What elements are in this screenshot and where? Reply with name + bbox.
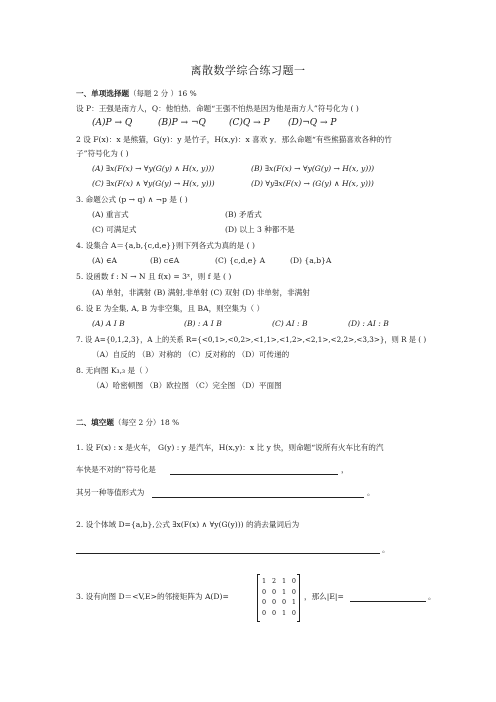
fill-1-line-2: 车快是不对的”符号化是 <box>76 465 156 474</box>
question-3-text: 3. 命题公式 (p → q) ∧ ¬p 是 ( ) <box>76 195 188 204</box>
fill-1-blank-1[interactable] <box>170 474 338 475</box>
fill-3-mid: ，那么|E|= <box>304 592 344 601</box>
matrix-row <box>262 588 296 596</box>
matrix-cell: 1 <box>291 598 296 606</box>
question-4-text: 4. 设集合 A＝{a,b,{c,d,e}}则下列各式为真的是 ( ) <box>76 241 256 250</box>
matrix-right-bracket <box>297 574 300 622</box>
question-1-option-d: (D)¬Q → P <box>288 118 337 128</box>
matrix-cell: 0 <box>271 608 277 617</box>
matrix-cell: 0 <box>291 587 296 596</box>
matrix-cell: 1 <box>281 587 287 596</box>
question-1-option-a: (A)P → Q <box>92 118 133 128</box>
page-title: 离散数学综合练习题一 <box>190 64 306 77</box>
matrix-row <box>262 609 296 617</box>
fill-2-blank[interactable] <box>76 553 380 554</box>
section-heading-fill <box>76 418 179 428</box>
question-2-line-1: 2 设 F(x)：x 是熊猫，G(y)：y 是竹子，H(x,y)：x 喜欢 y．那么命题“有些熊猫喜欢各种的竹 <box>76 135 392 144</box>
question-4-option-c: (C) {c,d,e} A <box>215 256 266 265</box>
question-1-text: 设 P：王强是南方人，Q：他怕热．命题“王强不怕热是因为他是南方人”符号化为 ( ) <box>76 104 359 113</box>
question-3-option-c: (C) 可满足式 <box>92 225 137 234</box>
matrix-cell: 1 <box>281 608 287 617</box>
question-1-option-c: (C)Q → P <box>229 118 270 128</box>
question-5-options: (A) 单射，非满射 (B) 满射,非单射 (C) 双射 (D) 非单射，非满射 <box>92 288 310 297</box>
matrix-cell: 0 <box>262 608 267 617</box>
adjacency-matrix <box>257 574 300 620</box>
question-6-option-a: (A) A I B <box>92 319 125 328</box>
fill-1-blank-2[interactable] <box>152 497 364 498</box>
matrix-cell: 2 <box>271 577 277 585</box>
fill-3-blank[interactable] <box>350 601 426 602</box>
question-5-text: 5. 设函数 f : N → N 且 f(x) = 3ˣ，则 f 是 ( ) <box>76 272 232 281</box>
question-7-options: （A）自反的 （B）对称的 （C）反对称的 （D）可传递的 <box>92 350 290 359</box>
matrix-cell: 0 <box>271 587 277 596</box>
question-3-option-a: (A) 重言式 <box>92 210 129 219</box>
section-heading-text: 一、单项选择题 <box>76 89 130 98</box>
question-2-option-a: (A) ∃x(F(x) → ∀y(G(y) ∧ H(x, y))) <box>92 164 215 173</box>
matrix-row <box>262 577 296 585</box>
fill-1-line-1: 1. 设 F(x) : x 是火车， G(y) : y 是汽车，H(x,y)：x 比 y 快，则命题“说所有火车比有的汽 <box>76 443 384 452</box>
matrix-cell: 1 <box>281 577 287 585</box>
fill-2-text: 2. 设个体域 D={a,b},公式 ∃x(F(x) ∧ ∀y(G(y))) 的消去量词后为 <box>76 520 300 529</box>
matrix-cell: 0 <box>262 598 267 606</box>
fill-1-line-3-end: 。 <box>367 488 375 497</box>
fill-3-text: 3. 设有向图 D＝<V,E>的邻接矩阵为 A(D)= <box>76 592 229 601</box>
question-6-option-d: (D) : AI : B <box>348 319 389 328</box>
question-2-line-2: 子”符号化为 ( ) <box>76 149 129 158</box>
question-2-option-d: (D) ∀y∃x(F(x) → (G(y) ∧ H(x, y))) <box>251 179 374 188</box>
question-1-option-b: (B)P → ¬Q <box>158 118 206 128</box>
question-7-text: 7. 设 A={0,1,2,3}，A 上的关系 R={<0,1>,<0,2>,<1,1>,<1,2>,<2,1>,<2,2>,<3,3>}，则 R 是 ( ) <box>76 335 427 344</box>
question-3-option-b: (B) 矛盾式 <box>225 210 262 219</box>
matrix-cell: 0 <box>291 577 296 585</box>
question-2-option-b: (B) ∃x(F(x) → ∀y(G(y) → H(x, y))) <box>251 164 375 173</box>
question-4-option-b: (B) c∈A <box>150 256 180 265</box>
matrix-cell: 0 <box>271 598 277 606</box>
matrix-row <box>262 598 296 606</box>
section-score-note: （每题 2 分 ）16 % <box>129 89 197 98</box>
question-8-options: （A）哈密顿图 （B）欧拉图 （C）完全图 （D）平面图 <box>92 381 282 390</box>
question-3-option-d: (D) 以上 3 种都不是 <box>225 225 295 234</box>
matrix-left-bracket <box>257 574 260 622</box>
section-heading-text: 二、填空题 <box>76 418 114 427</box>
question-4-option-d: (D) {a,b}A <box>290 256 332 265</box>
matrix-cell: 0 <box>281 598 287 606</box>
question-4-option-a: (A) ∈A <box>92 256 117 265</box>
fill-1-line-3: 其另一种等值形式为 <box>76 488 145 497</box>
section-score-note: （每空 2 分）18 % <box>113 418 180 427</box>
question-8-text: 8. 无向图 K₃,₃ 是（ ） <box>76 366 153 375</box>
matrix-cell: 0 <box>262 587 267 596</box>
question-6-text: 6. 设 E 为全集, A, B 为非空集，且 BA，则空集为（ ） <box>76 304 265 313</box>
matrix-cell: 1 <box>262 577 267 585</box>
question-6-option-b: (B) : A I B <box>184 319 222 328</box>
section-heading-choice <box>76 89 197 99</box>
fill-1-line-2-end: ， <box>341 465 349 474</box>
question-6-option-c: (C) AI : B <box>272 319 308 328</box>
matrix-cell: 0 <box>291 608 296 617</box>
fill-3-end: 。 <box>428 592 436 601</box>
fill-2-end: 。 <box>382 545 390 554</box>
question-2-option-c: (C) ∃x(F(x) ∧ ∀y(G(y) → H(x, y))) <box>92 179 215 188</box>
